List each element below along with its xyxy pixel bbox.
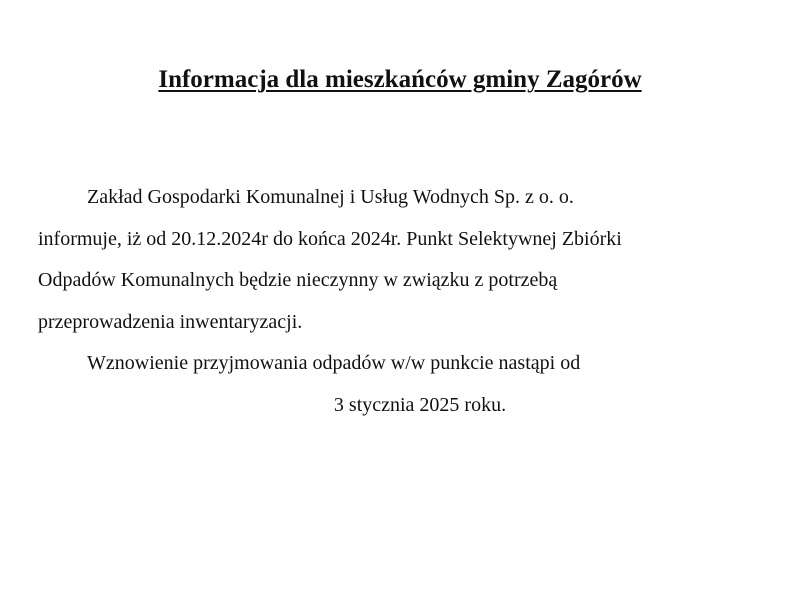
document-title bbox=[0, 62, 800, 98]
resumption-date-line: 3 stycznia 2025 roku. bbox=[333, 394, 507, 416]
paragraph-line-4: przeprowadzenia inwentaryzacji. bbox=[38, 311, 303, 333]
paragraph-line-5: Wznowienie przyjmowania odpadów w/w punkcie nastąpi od bbox=[87, 352, 581, 374]
paragraph-line-1: Zakład Gospodarki Komunalnej i Usług Wodnych Sp. z o. o. bbox=[87, 186, 574, 208]
paragraph-line-3: Odpadów Komunalnych będzie nieczynny w związku z potrzebą bbox=[38, 269, 558, 291]
paragraph-line-2: informuje, iż od 20.12.2024r do końca 2024r. Punkt Selektywnej Zbiórki bbox=[38, 228, 622, 250]
document-title-text: Informacja dla mieszkańców gminy Zagórów bbox=[158, 66, 642, 93]
